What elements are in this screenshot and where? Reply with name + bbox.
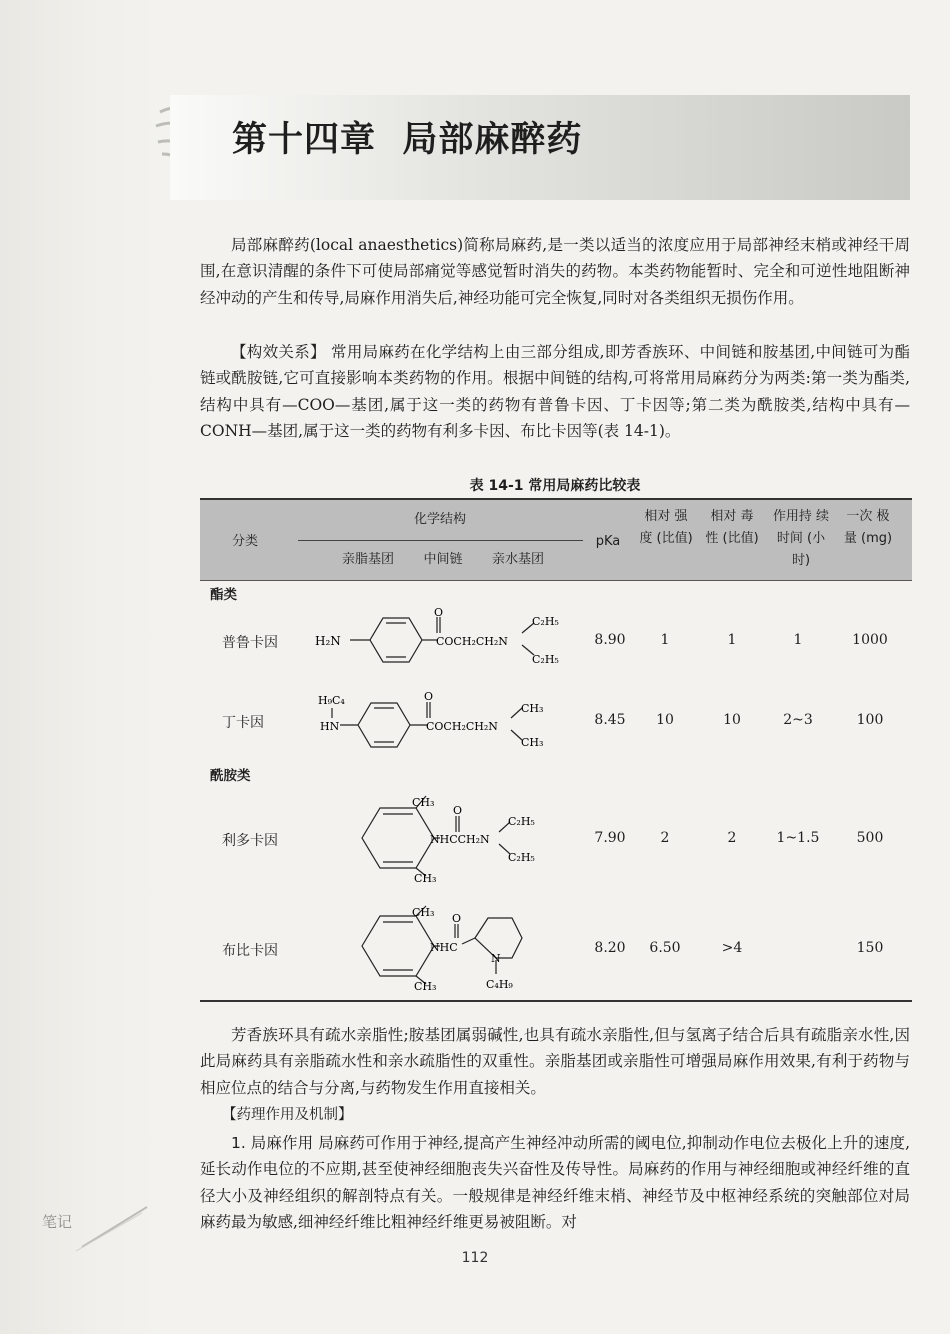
max-dose-value: 100 [856,712,884,728]
butyl-label: H₉C₄ [318,694,345,707]
local-anesthesia-paragraph [200,1130,910,1236]
duration-value: 1 [793,632,803,648]
toxicity-value: 1 [727,632,737,648]
header-toxicity: 相对 毒性 (比值) [705,509,759,546]
max-dose-value: 500 [856,830,884,846]
methyl-label: CH₃ [414,872,437,884]
carbonyl-o-label: O [453,804,463,817]
duration-value: 1~1.5 [776,830,820,846]
bupivacaine-structure [350,900,580,995]
header-potency: 相对 强度 (比值) [639,509,693,546]
tetracaine-chain-label: COCH₂CH₂N [426,720,498,733]
drug-name: 普鲁卡因 [222,635,278,651]
pen-icon [42,1205,152,1255]
group-label-ester: 酯类 [210,587,237,603]
lipophilicity-paragraph: 芳香族环具有疏水亲脂性;胺基团属弱碱性,也具有疏水亲脂性,但与氢离子结合后具有疏脂亲水性,因此局麻药具有亲脂疏水性和亲水疏脂性的双重性。亲脂基团或亲脂性可增强局麻作用效果,有利于药物与相应位点的结合与分离,与药物发生作用直接相关。 [200,1026,910,1097]
max-dose-value: 1000 [852,632,888,648]
duration-value: 2~3 [783,712,813,728]
sar-paragraph [200,339,910,445]
pka-value: 8.20 [594,940,626,956]
section-1-text: 局麻药可作用于神经,提高产生神经冲动所需的阈电位,抑制动作电位去极化上升的速度,延长动作电位的不应期,甚至使神经细胞丧失兴奋性及传导性。局麻药的作用与神经细胞或神经纤维的直径大小及神经组织的解剖特点有关。一般规律是神经纤维末梢、神经节及中枢神经系统的突触部位对局麻药最为敏感,细神经纤维比粗神经纤维更易被阻断。对 [200,1134,910,1232]
pka-value: 8.45 [594,712,626,728]
header-duration: 作用持 续时间 (小时) [772,509,830,568]
amine-label: HN [320,720,340,733]
toxicity-value: 10 [723,712,741,728]
drug-name: 布比卡因 [222,943,278,959]
header-category: 分类 [231,534,258,549]
lidocaine-chain-label: NHCCH₂N [430,833,490,846]
toxicity-value: 2 [727,830,737,846]
table-bottom-rule [200,1000,912,1002]
header-chain: 中间链 [423,552,463,567]
ethyl-label: C₂H₅ [532,653,559,666]
piperidine-n-label: N [491,952,501,965]
carbonyl-o-label: O [452,912,462,925]
procaine-amine-label: H₂N [315,634,341,648]
chapter-title: 第十四章 局部麻醉药 [232,119,583,160]
methyl-label: CH₃ [414,980,437,993]
header-max-dose: 一次 极量 (mg) [843,509,893,546]
methyl-label: CH₃ [412,906,435,919]
methyl-label: CH₃ [521,736,544,749]
page-number: 112 [461,1250,489,1266]
procaine-chain-label: COCH₂CH₂N [436,635,508,648]
sar-text: 常用局麻药在化学结构上由三部分组成,即芳香族环、中间链和胺基团,中间链可为酯链或酰胺链,它可直接影响本类药物的作用。根据中间链的结构,可将常用局麻药分为两类:第一类为酯类,结构中具有—COO—基团,属于这一类的药物有普鲁卡因、丁卡因等;第二类为酰胺类,结构中具有—CONH—基团,属于这一类的药物有利多卡因、布比卡因等(表 14-1)。 [200,343,910,441]
tetracaine-structure [310,688,580,760]
potency-value: 6.50 [649,940,681,956]
ethyl-label: C₂H₅ [508,815,535,828]
ethyl-label: C₂H₅ [532,615,559,628]
mechanism-heading: 【药理作用及机制】 [222,1107,353,1123]
sar-heading: 【构效关系】 [231,343,326,361]
section-1-title: 1. 局麻作用 [231,1134,314,1152]
drug-name: 利多卡因 [222,833,278,849]
header-structure: 化学结构 [413,512,466,527]
drug-name: 丁卡因 [222,715,264,731]
group-label-amide: 酰胺类 [210,768,251,784]
header-pka: pKa [595,534,621,549]
structure-header-rule [298,540,583,541]
table-caption: 表 14-1 常用局麻药比较表 [469,478,641,494]
lidocaine-structure [350,792,580,884]
carbonyl-o-label: O [424,690,434,703]
table-header-rule [200,580,912,581]
procaine-structure [310,605,580,675]
pka-value: 8.90 [594,632,626,648]
notes-label: 笔记 [42,1213,73,1231]
butyl-label: C₄H₉ [486,978,513,991]
potency-value: 1 [660,632,670,648]
toxicity-value: >4 [721,940,743,956]
bupivacaine-chain-label: NHC [430,941,458,954]
pka-value: 7.90 [594,830,626,846]
methyl-label: CH₃ [521,702,544,715]
carbonyl-o-label: O [434,606,444,619]
potency-value: 10 [656,712,674,728]
header-lipophilic: 亲脂基团 [341,552,394,567]
methyl-label: CH₃ [412,796,435,809]
potency-value: 2 [660,830,670,846]
intro-paragraph: 局部麻醉药(local anaesthetics)简称局麻药,是一类以适当的浓度应用于局部神经末梢或神经干周围,在意识清醒的条件下可使局部痛觉等感觉暂时消失的药物。本类药物能暂时、完全和可逆性地阻断神经冲动的产生和传导,局麻作用消失后,神经功能可完全恢复,同时对各类组织无损伤作用。 [200,236,910,307]
max-dose-value: 150 [856,940,884,956]
header-hydrophilic: 亲水基团 [491,552,544,567]
page-shadow [0,0,170,1334]
ethyl-label: C₂H₅ [508,851,535,864]
